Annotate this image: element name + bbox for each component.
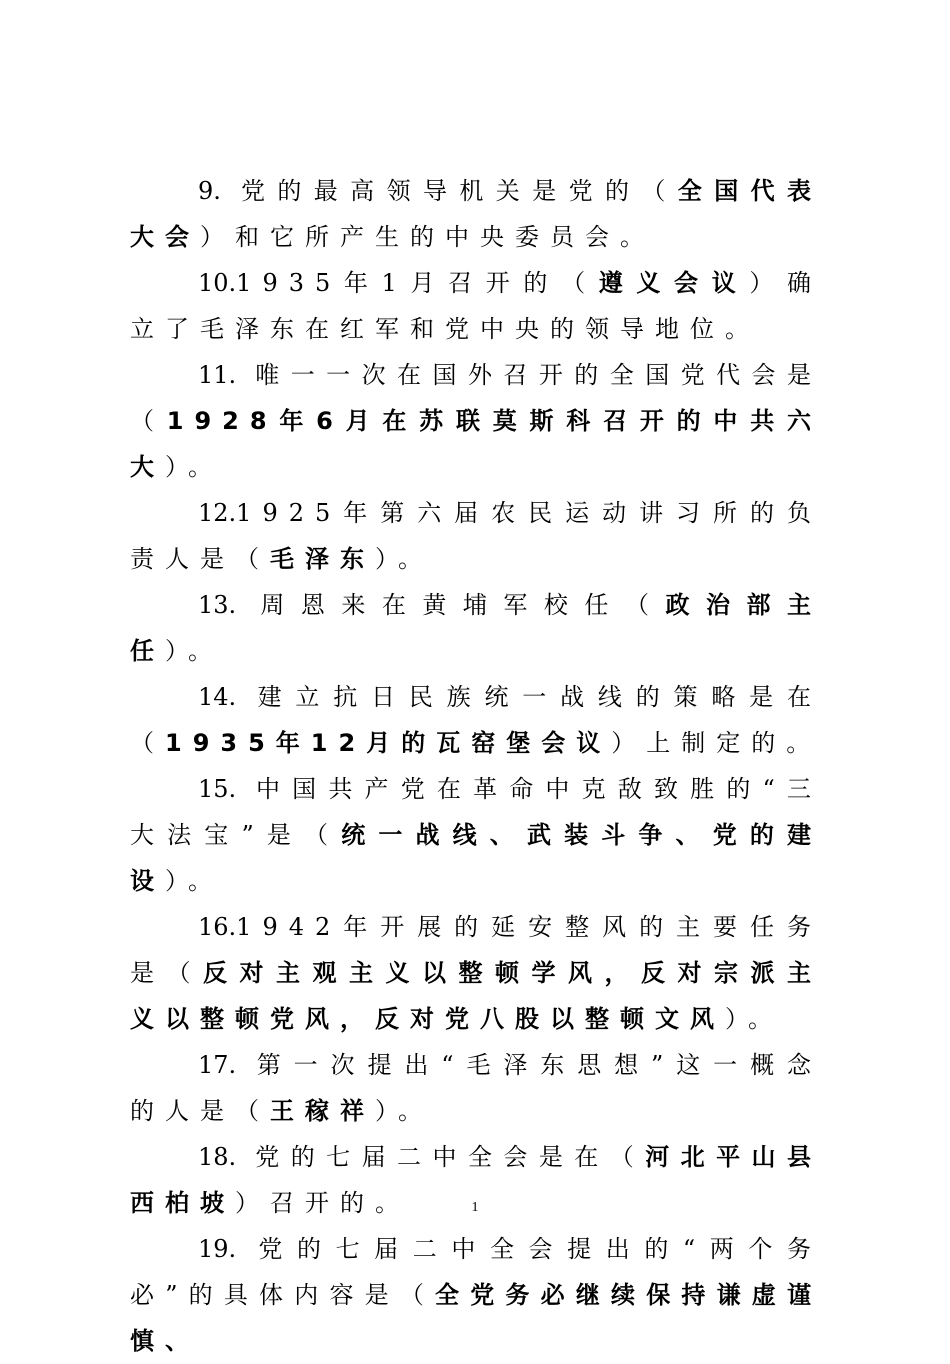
question-item-19 [130,1226,822,1364]
question-number: 9. [198,177,221,205]
question-number: 15. [198,775,237,803]
question-item-14 [130,674,822,766]
question-text-tail: ）。 [165,867,223,895]
question-item-15 [130,766,822,904]
question-item-9 [130,168,822,260]
question-text: 唯一一次在国外召开的全国党代会是（ [130,361,822,435]
question-answer: 统一战线、武装斗争、党的建设 [130,821,822,895]
page-number: 1 [471,1200,479,1215]
question-number: 11. [198,361,237,389]
question-item-12 [130,490,822,582]
question-number: 16. [198,913,237,941]
question-text-tail: ）上制定的。 [611,729,822,757]
question-text: 党的最高领导机关是党的（ [240,177,678,205]
question-item-13 [130,582,822,674]
question-number: 10. [198,269,237,297]
question-text: 党的七届二中全会是在（ [255,1143,646,1171]
question-answer: 1928年6月在苏联莫斯科召开的中共六大 [130,407,822,481]
question-number: 19. [198,1235,237,1263]
question-number: 18. [198,1143,237,1171]
question-answer: 1935年12月的瓦窑堡会议 [165,729,612,757]
question-list [130,168,822,1364]
question-text-tail: ）。 [725,1005,783,1033]
question-text: 建立抗日民族统一战线的策略是在（ [130,683,822,757]
question-text: 党的七届二中全会提出的“两个务必”的具体内容是（ [130,1235,822,1309]
question-answer: 政治部主任 [130,591,823,665]
question-item-11 [130,352,822,490]
question-text: 中国共产党在革命中克敌致胜的“三大法宝”是（ [130,775,822,849]
question-item-17 [130,1042,822,1134]
question-text-tail: ）召开的。 [235,1189,410,1217]
question-text-tail: ）。 [165,637,223,665]
question-text-tail: ）。 [375,1097,433,1125]
question-number: 17. [198,1051,237,1079]
question-item-16 [130,904,822,1042]
question-text: 1935年1月召开的（ [236,269,599,297]
question-text-tail: ）。 [375,545,433,573]
question-text: 1942年开展的延安整风的主要任务是（ [130,913,822,987]
question-answer: 全国代表大会 [130,177,823,251]
question-number: 12. [198,499,237,527]
question-answer: 王稼祥 [270,1097,375,1125]
question-text: 周恩来在黄埔军校任（ [260,591,666,619]
question-number: 13. [198,591,237,619]
question-answer: 遵义会议 [598,269,750,297]
question-text-tail: ）和它所产生的中央委员会。 [200,223,655,251]
question-text: 1925年第六届农民运动讲习所的负责人是（ [130,499,822,573]
question-answer: 反对主观主义以整顿学风，反对宗派主义以整顿党风，反对党八股以整顿文风 [130,959,822,1033]
question-answer: 毛泽东 [270,545,375,573]
question-item-10 [130,260,822,352]
question-number: 14. [198,683,237,711]
question-text-tail: ）。 [165,453,223,481]
question-text-tail: ）确立了毛泽东在红军和党中央的领导地位。 [130,269,822,343]
question-text: 第一次提出“毛泽东思想”这一概念的人是（ [130,1051,822,1125]
question-answer: 河北平山县西柏坡 [130,1143,822,1217]
question-answer: 全党务必继续保持谦虚谨慎、 [130,1281,822,1355]
